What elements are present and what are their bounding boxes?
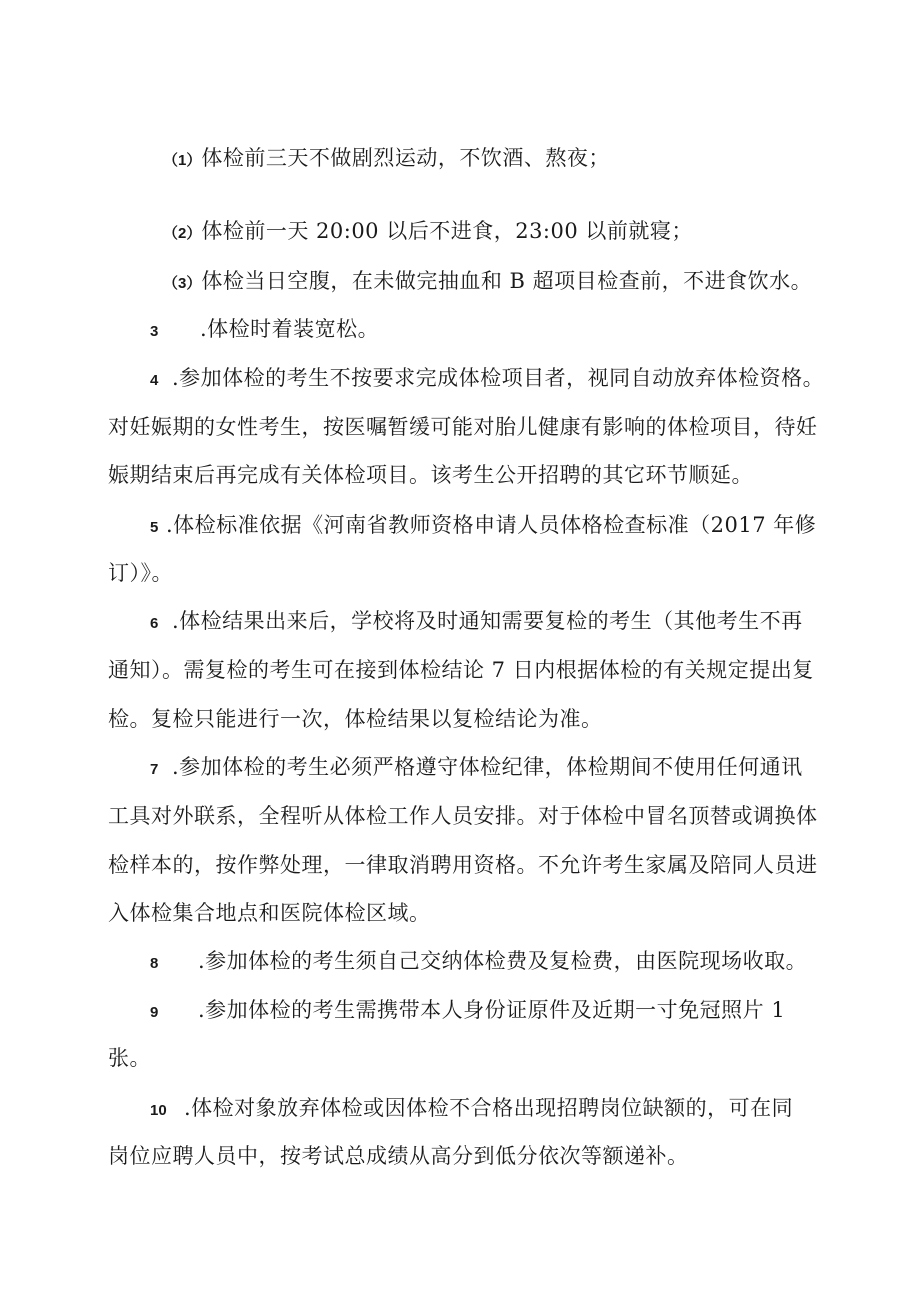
item-1-text: 体检前三天不做剧烈运动，不饮酒、熬夜； bbox=[201, 146, 610, 170]
item-3-number: （3） bbox=[163, 275, 202, 292]
item-4-text: .体检时着装宽松。 bbox=[200, 317, 380, 341]
item-3-text: 体检当日空腹，在未做完抽血和 B 超项目检查前，不进食饮水。 bbox=[201, 269, 813, 293]
item-2-number: （2） bbox=[163, 225, 202, 242]
item-5-line-1 bbox=[150, 363, 824, 396]
item-6-line-2: 订）》。 bbox=[108, 561, 173, 585]
item-8-number: 7 bbox=[150, 761, 159, 778]
item-9-number: 8 bbox=[150, 955, 159, 972]
item-2-text: 体检前一天 20:00 以后不进食，23:00 以前就寝； bbox=[201, 219, 693, 243]
item-6-number: 5 bbox=[150, 519, 159, 536]
item-5-line-2: 对妊娠期的女性考生，按医嘱暂缓可能对胎儿健康有影响的体检项目，待妊 bbox=[108, 415, 818, 439]
item-7-line-1 bbox=[150, 606, 803, 639]
item-1-line-1 bbox=[163, 143, 610, 176]
item-10-text: .参加体检的考生需携带本人身份证原件及近期一寸免冠照片 1 bbox=[198, 998, 786, 1022]
item-5-number: 4 bbox=[150, 372, 159, 389]
item-7-line-3: 检。复检只能进行一次，体检结果以复检结论为准。 bbox=[108, 707, 603, 731]
item-10-line-1 bbox=[150, 995, 785, 1028]
item-5-text: .参加体检的考生不按要求完成体检项目者，视同自动放弃体检资格。 bbox=[172, 366, 825, 390]
item-5-line-3: 娠期结束后再完成有关体检项目。该考生公开招聘的其它环节顺延。 bbox=[108, 463, 753, 487]
item-8-line-4: 入体检集合地点和医院体检区域。 bbox=[108, 901, 431, 925]
item-8-line-2: 工具对外联系，全程听从体检工作人员安排。对于体检中冒名顶替或调换体 bbox=[108, 804, 818, 828]
item-6-line-1 bbox=[150, 510, 816, 543]
item-9-line-1 bbox=[150, 946, 807, 979]
item-2-line-1 bbox=[163, 216, 693, 249]
item-8-line-3: 检样本的，按作弊处理，一律取消聘用资格。不允许考生家属及陪同人员进 bbox=[108, 853, 818, 877]
item-8-text: .参加体检的考生必须严格遵守体检纪律，体检期间不使用任何通讯 bbox=[172, 755, 803, 779]
item-4-line-1 bbox=[150, 314, 379, 347]
item-11-line-1 bbox=[150, 1093, 793, 1126]
item-8-line-1 bbox=[150, 752, 803, 785]
item-7-number: 6 bbox=[150, 615, 159, 632]
item-10-line-2: 张。 bbox=[108, 1046, 151, 1070]
item-9-text: .参加体检的考生须自己交纳体检费及复检费，由医院现场收取。 bbox=[198, 949, 808, 973]
item-7-text: .体检结果出来后，学校将及时通知需要复检的考生（其他考生不再 bbox=[172, 609, 803, 633]
item-1-number: （1） bbox=[163, 152, 202, 169]
item-3-line-1 bbox=[163, 266, 812, 299]
item-10-number: 9 bbox=[150, 1004, 159, 1021]
item-6-text: .体检标准依据《河南省教师资格申请人员体格检查标准（2017 年修 bbox=[166, 513, 817, 537]
item-11-number: 10 bbox=[150, 1102, 167, 1119]
item-4-number: 3 bbox=[150, 323, 159, 340]
item-11-line-2: 岗位应聘人员中，按考试总成绩从高分到低分依次等额递补。 bbox=[108, 1144, 689, 1168]
item-7-line-2: 通知）。需复检的考生可在接到体检结论 7 日内根据体检的有关规定提出复 bbox=[108, 658, 814, 682]
item-11-text: .体检对象放弃体检或因体检不合格出现招聘岗位缺额的，可在同 bbox=[184, 1096, 794, 1120]
